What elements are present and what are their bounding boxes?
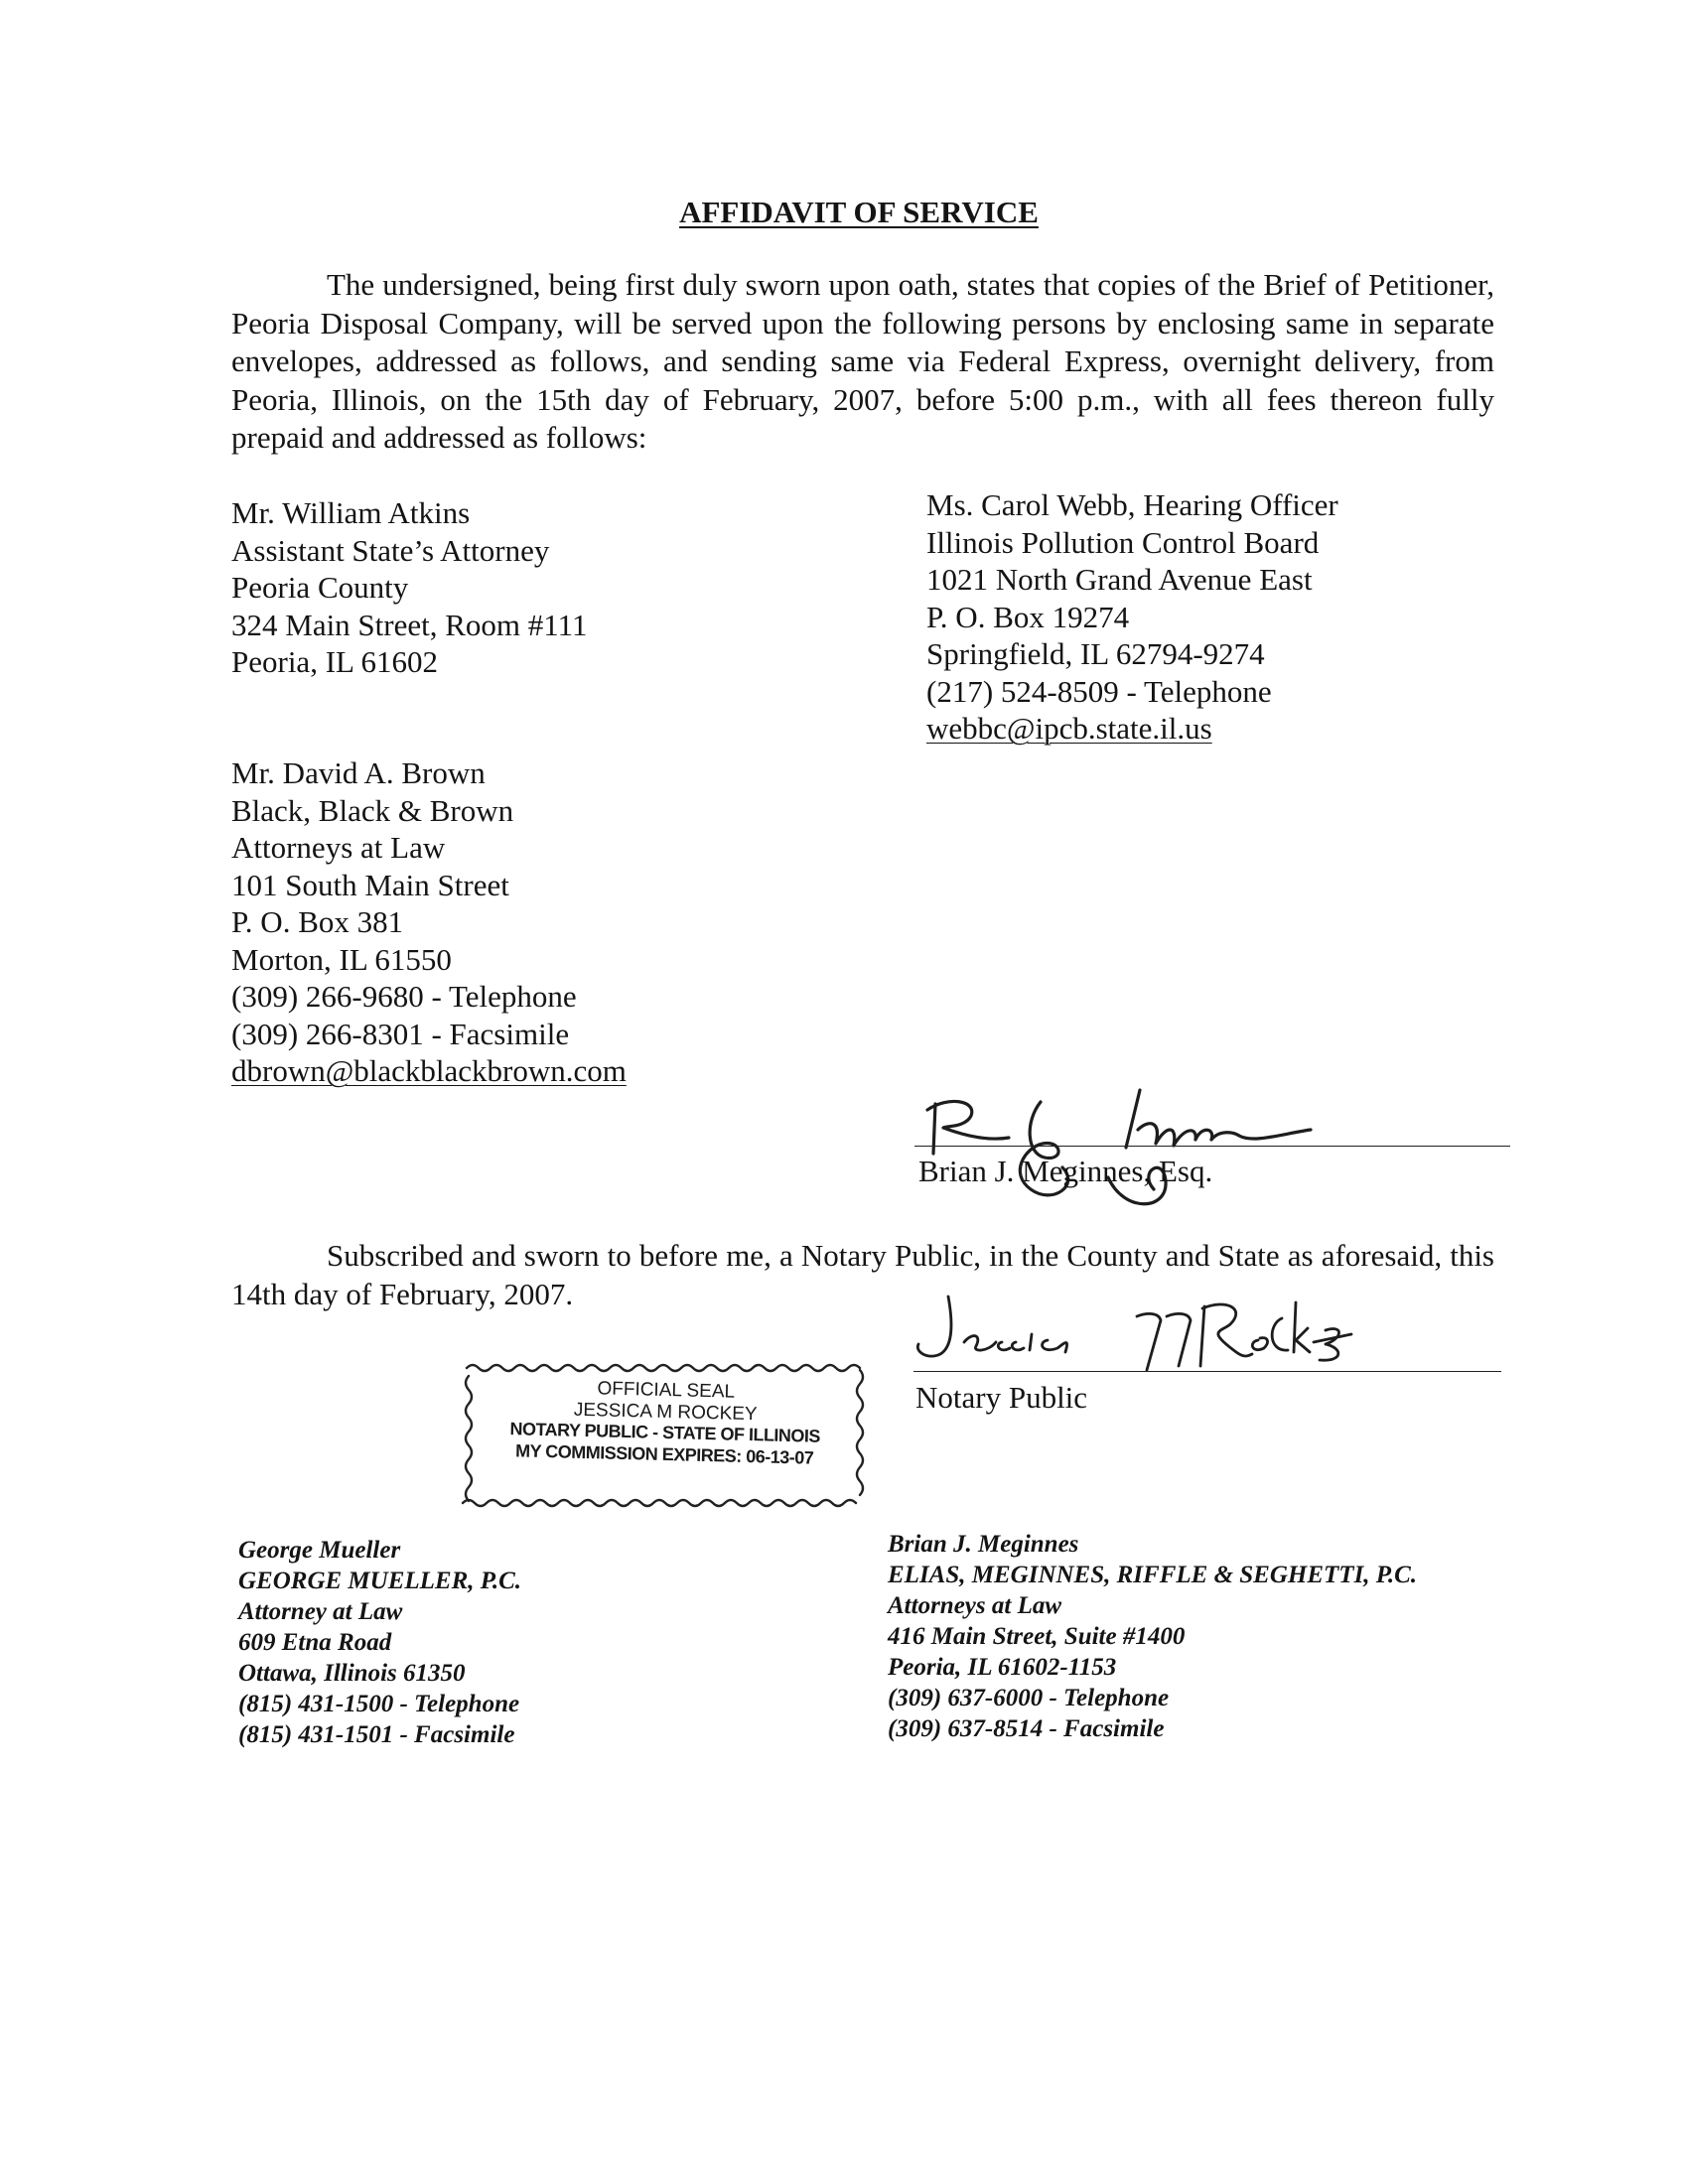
notary-seal-text — [476, 1375, 855, 1469]
firm-block-meginnes — [888, 1529, 1417, 1744]
seal-line: MY COMMISSION EXPIRES: 06-13-07 — [514, 1439, 814, 1468]
address-line: (309) 266-9680 - Telephone — [231, 979, 577, 1014]
firm-line: (309) 637-8514 - Facsimile — [888, 1715, 1165, 1742]
address-line: Springfield, IL 62794-9274 — [926, 636, 1265, 671]
seal-line: OFFICIAL SEAL — [597, 1378, 736, 1403]
recipient-brown-address — [231, 754, 627, 1090]
firm-line: Peoria, IL 61602-1153 — [888, 1654, 1117, 1681]
document-title: AFFIDAVIT OF SERVICE — [679, 195, 1039, 229]
firm-line: (815) 431-1500 - Telephone — [238, 1691, 520, 1717]
affiant-signature-line — [914, 1146, 1510, 1147]
notary-signature-line — [913, 1371, 1501, 1372]
address-line: (217) 524-8509 - Telephone — [926, 673, 1272, 709]
seal-line: JESSICA M ROCKEY — [573, 1399, 758, 1425]
address-line: 324 Main Street, Room #111 — [231, 607, 588, 642]
firm-line: Ottawa, Illinois 61350 — [238, 1660, 466, 1687]
address-line: Peoria County — [231, 570, 409, 605]
email-link-webb[interactable]: webbc@ipcb.state.il.us — [926, 711, 1212, 746]
address-line: P. O. Box 19274 — [926, 599, 1130, 634]
address-line: Mr. David A. Brown — [231, 755, 486, 790]
firm-line: 416 Main Street, Suite #1400 — [888, 1623, 1186, 1650]
firm-line: ELIAS, MEGINNES, RIFFLE & SEGHETTI, P.C. — [888, 1562, 1418, 1588]
address-line: Morton, IL 61550 — [231, 941, 452, 977]
address-line: Illinois Pollution Control Board — [926, 524, 1320, 560]
intro-paragraph-text: The undersigned, being first duly sworn upon oath, states that copies of the Brief of Petitioner, Peoria Disposal Company, will be served upon the following persons by enclosing same in separate envelopes, addressed as follows, and sending same via Federal Express, overnight delivery, from Peoria, Illinois, on the 15th day of February, 2007, before 5:00 p.m., with all fees thereon fully prepaid and addressed as follows: — [231, 267, 1494, 455]
firm-line: Brian J. Meginnes — [888, 1531, 1079, 1558]
recipient-webb-address — [926, 486, 1338, 748]
address-line: Peoria, IL 61602 — [231, 644, 439, 679]
firm-line: (309) 637-6000 - Telephone — [888, 1685, 1170, 1711]
notary-label: Notary Public — [915, 1380, 1088, 1415]
firm-line: GEORGE MUELLER, P.C. — [238, 1568, 522, 1594]
address-line: Mr. William Atkins — [231, 495, 471, 530]
address-line: Black, Black & Brown — [231, 792, 514, 828]
notary-signature — [899, 1291, 1395, 1380]
firm-line: Attorney at Law — [238, 1598, 403, 1625]
firm-line: (815) 431-1501 - Facsimile — [238, 1721, 515, 1748]
firm-block-mueller — [238, 1535, 521, 1750]
address-line: Assistant State’s Attorney — [231, 532, 550, 568]
jurat-text: Subscribed and sworn to before me, a Notary Public, in the County and State as aforesaid, this 14th day of February, 2007. — [231, 1238, 1494, 1311]
address-line: Attorneys at Law — [231, 830, 446, 865]
affiant-signature — [913, 1082, 1350, 1221]
address-line: 1021 North Grand Avenue East — [926, 562, 1313, 597]
address-line: Ms. Carol Webb, Hearing Officer — [926, 487, 1338, 522]
address-line: 101 South Main Street — [231, 867, 509, 902]
affiant-signature-label: Brian J. Meginnes, Esq. — [918, 1154, 1213, 1188]
seal-line: NOTARY PUBLIC - STATE OF ILLINOIS — [509, 1419, 821, 1446]
recipient-atkins-address — [231, 494, 587, 681]
intro-paragraph — [231, 266, 1494, 458]
firm-line: 609 Etna Road — [238, 1629, 392, 1656]
firm-line: Attorneys at Law — [888, 1592, 1062, 1619]
address-line: P. O. Box 381 — [231, 904, 404, 939]
email-link-brown[interactable]: dbrown@blackblackbrown.com — [231, 1053, 627, 1088]
address-line: (309) 266-8301 - Facsimile — [231, 1016, 570, 1051]
firm-line: George Mueller — [238, 1537, 401, 1564]
